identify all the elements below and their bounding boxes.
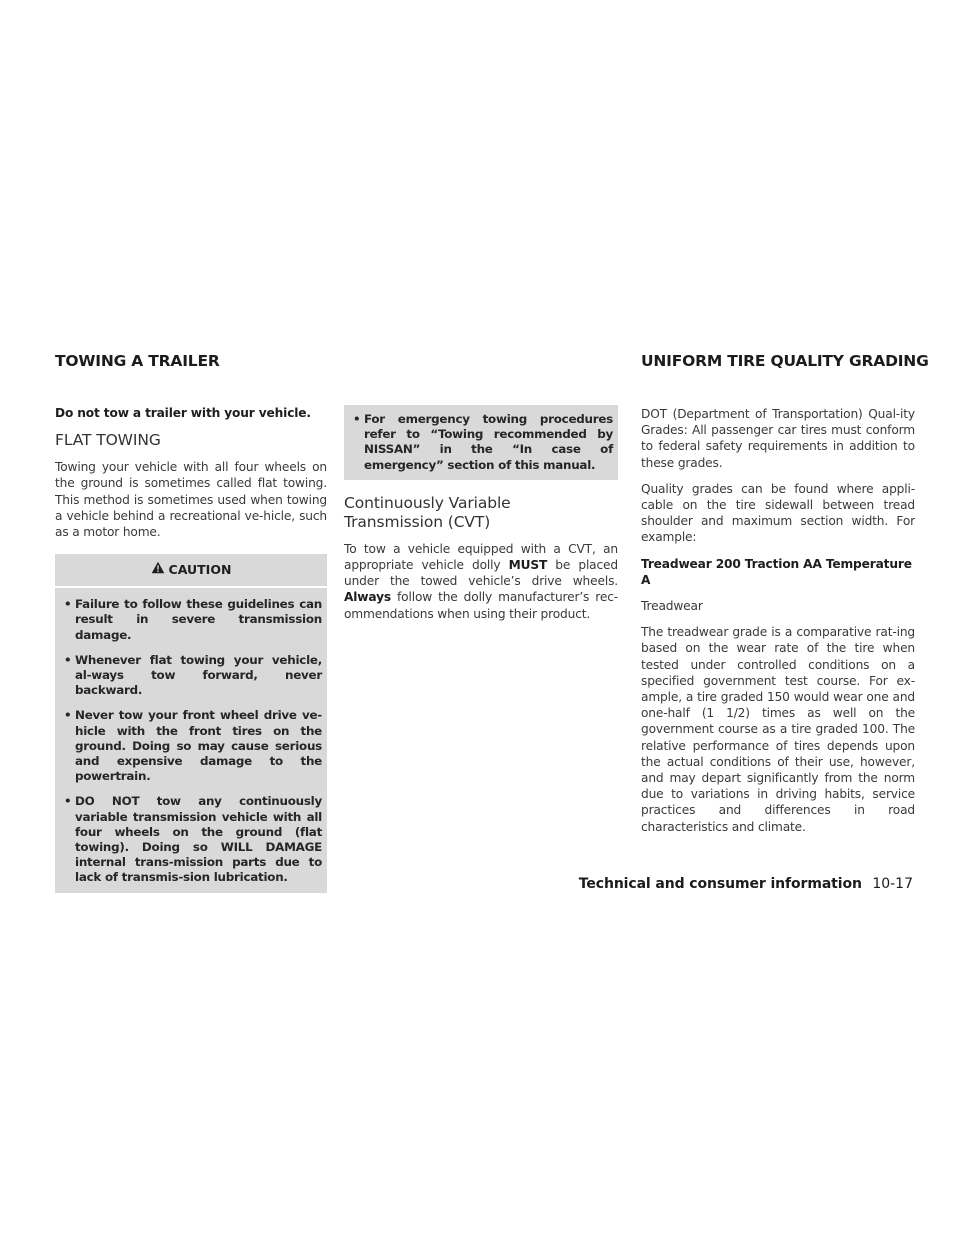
warning-triangle-icon: [151, 561, 165, 577]
caution-list: [60, 597, 322, 885]
treadwear-text: The treadwear grade is a comparative rat-ing based on the wear rate of the tire when tested under controlled conditions on a specified government test course. For ex-ample, a tire graded 150 would wear one and one-half (1 1/2) times as well on the government course as a tire graded 100. The relative performance of tires depends upon the actual conditions of their use, however, and may depart significantly from the norm due to variations in driving habits, service practices and differences in road characteristics and climate.: [641, 625, 915, 834]
always-emphasis: Always: [344, 590, 392, 605]
page-number: 10-17: [872, 876, 913, 892]
caution-box: [55, 554, 327, 892]
footer-section-label: Technical and consumer information: [578, 876, 862, 892]
cvt-heading: [344, 494, 618, 532]
section-title-uniform-tire-quality-grading: UNIFORM TIRE QUALITY GRADING: [641, 352, 929, 370]
cvt-text-part: be placed under the towed vehicle’s drive wheels.: [344, 558, 618, 589]
column-left: [55, 405, 327, 893]
dot-quality-grades-text: DOT (Department of Transportation) Qual-ity Grades: All passenger car tires must conform to federal safety requirements in addition to these grades.: [641, 407, 915, 470]
no-trailer-notice: Do not tow a trailer with your vehicle.: [55, 406, 311, 420]
cvt-text: [344, 541, 618, 622]
column-right: [641, 406, 915, 845]
caution-header: [60, 561, 322, 577]
must-emphasis: MUST: [508, 558, 548, 573]
treadwear-subheading: Treadwear: [641, 599, 703, 614]
flat-towing-heading: FLAT TOWING: [55, 431, 161, 450]
cvt-text-part: To tow a vehicle equipped with a CVT, an appropriate vehicle dolly: [344, 541, 618, 573]
caution-item: • For emergency towing procedures refer to “Towing recommended by NISSAN” in the “In case of emergency” section of this manual.: [349, 412, 613, 473]
section-title-towing-a-trailer: TOWING A TRAILER: [55, 352, 220, 370]
caution-box-continued: [344, 405, 618, 480]
cvt-heading-line1: Continuously Variable: [344, 493, 511, 512]
caution-item: • Failure to follow these guidelines can result in severe transmission damage.: [60, 597, 322, 643]
cvt-text-part: follow the dolly manufacturer’s rec-ommendations when using their product.: [344, 590, 618, 621]
caution-item: • Never tow your front wheel drive ve-hicle with the front tires on the ground. Doing so may cause serious and expensive damage to the powertrain.: [60, 708, 322, 784]
column-middle: [344, 405, 618, 632]
quality-grades-location-text: Quality grades can be found where appli-cable on the tire sidewall between tread shoulder and maximum section width. For example:: [641, 481, 915, 545]
cvt-heading-line2: Transmission (CVT): [344, 512, 491, 531]
flat-towing-text: Towing your vehicle with all four wheels on the ground is sometimes called flat towing. This method is sometimes used when towing a vehicle behind a recreational ve-hicle, such as a motor home.: [55, 460, 327, 540]
caution-list: [349, 412, 613, 473]
caution-label: CAUTION: [168, 561, 232, 577]
page-footer: [579, 876, 913, 892]
caution-item: • Whenever flat towing your vehicle, al-ways tow forward, never backward.: [60, 653, 322, 699]
caution-item: • DO NOT tow any continuously variable transmission vehicle with all four wheels on the ground (flat towing). Doing so WILL DAMAGE internal trans-mission parts due to lack of transmis-sion lubrication.: [60, 794, 322, 885]
caution-divider: [55, 586, 327, 588]
grade-example: Treadwear 200 Traction AA Temperature A: [641, 556, 912, 587]
